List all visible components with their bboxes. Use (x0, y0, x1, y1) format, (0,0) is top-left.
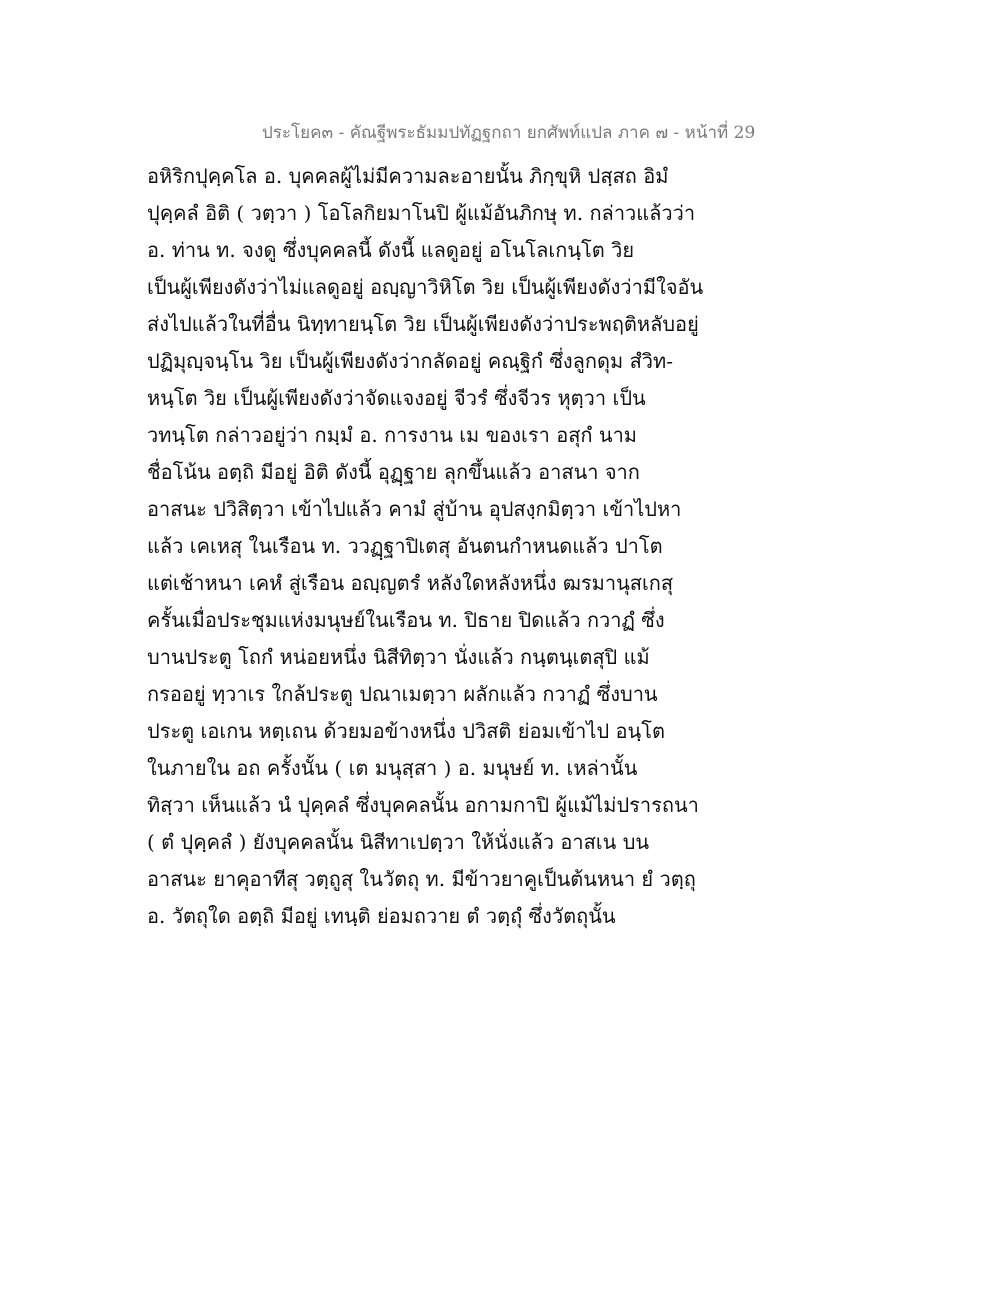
text-line: ประตู เอเกน หตฺเถน ด้วยมอข้างหนึ่ง ปวิสติ ย่อมเข้าไป อนฺโต (147, 719, 665, 743)
text-line: อาสนะ ยาคุอาทีสุ วตฺถูสุ ในวัตถุ ท. มีข้าวยาคูเป็นต้นหนา ยํ วตฺถุ (147, 867, 696, 891)
text-line: บานประตู โถกํ หน่อยหนึ่ง นิสีทิตฺวา นั่งแล้ว กนฺตนฺเตสุปิ แม้ (147, 645, 650, 669)
text-line: กรออยู่ ทฺวาเร ใกล้ประตู ปณาเมตฺวา ผลักแล้ว กวาฏํ ซึ่งบาน (147, 682, 658, 706)
text-line: ( ตํ ปุคฺคลํ ) ยังบุคคลนั้น นิสีทาเปตฺวา ให้นั่งแล้ว อาสเน บน (147, 830, 650, 854)
text-line: อหิริกปุคฺคโล อ. บุคคลผู้ไม่มีความละอายนั้น ภิกฺขุหิ ปสฺสถ อิมํ (147, 164, 669, 188)
text-line: อ. วัตถุใด อตฺถิ มีอยู่ เทนฺติ ย่อมถวาย ตํ วตฺถุํ ซึ่งวัตถุนั้น (147, 904, 616, 928)
text-line: แต่เช้าหนา เคหํ สู่เรือน อญฺญตรํ หลังใดหลังหนึ่ง ฒรมานุสเกสุ (147, 571, 674, 595)
text-line: ชื่อโน้น อตฺถิ มีอยู่ อิติ ดังนี้ อุฏฺฐาย ลุกขึ้นแล้ว อาสนา จาก (147, 460, 640, 484)
page-header: ประโยค๓ - คัณฐีพระธัมมปทัฏฐกถา ยกศัพท์แปล ภาค ๗ - หน้าที่ 29 (262, 123, 756, 143)
body-text (147, 158, 707, 935)
text-line: ส่งไปแล้วในที่อื่น นิทฺทายนฺโต วิย เป็นผู้เพียงดังว่าประพฤติหลับอยู่ (147, 312, 699, 336)
text-line: ครั้นเมื่อประชุมแห่งมนุษย์ในเรือน ท. ปิธาย ปิดแล้ว กวาฏํ ซึ่ง (147, 608, 665, 632)
text-line: ในภายใน อถ ครั้งนั้น ( เต มนุสฺสา ) อ. มนุษย์ ท. เหล่านั้น (147, 756, 638, 780)
text-line: อ. ท่าน ท. จงดู ซึ่งบุคคลนี้ ดังนี้ แลดูอยู่ อโนโลเกนฺโต วิย (147, 238, 635, 262)
text-line: อาสนะ ปวิสิตฺวา เข้าไปแล้ว คามํ สู่บ้าน อุปสงฺกมิตฺวา เข้าไปหา (147, 497, 682, 521)
text-line: เป็นผู้เพียงดังว่าไม่แลดูอยู่ อญฺญาวิหิโต วิย เป็นผู้เพียงดังว่ามีใจอัน (147, 275, 704, 299)
text-line: ปุคฺคลํ อิติ ( วตฺวา ) โอโลกิยมาโนปิ ผู้แม้อันภิกษุ ท. กล่าวแล้วว่า (147, 201, 696, 225)
text-line: วทนฺโต กล่าวอยู่ว่า กมฺมํ อ. การงาน เม ของเรา อสุกํ นาม (147, 423, 637, 447)
text-line: ทิสฺวา เห็นแล้ว นํ ปุคฺคลํ ซึ่งบุคคลนั้น อกามกาปิ ผู้แม้ไม่ปรารถนา (147, 793, 699, 817)
text-line: ปฏิมุญฺจนฺโน วิย เป็นผู้เพียงดังว่ากลัดอยู่ คณฺฐิกํ ซึ่งลูกดุม สํวิท- (147, 349, 673, 373)
text-line: หนฺโต วิย เป็นผู้เพียงดังว่าจัดแจงอยู่ จีวรํ ซึ่งจีวร หุตฺวา เป็น (147, 386, 646, 410)
text-line: แล้ว เคเหสุ ในเรือน ท. ววฏฺฐาปิเตสุ อันตนกำหนดแล้ว ปาโต (147, 534, 663, 558)
